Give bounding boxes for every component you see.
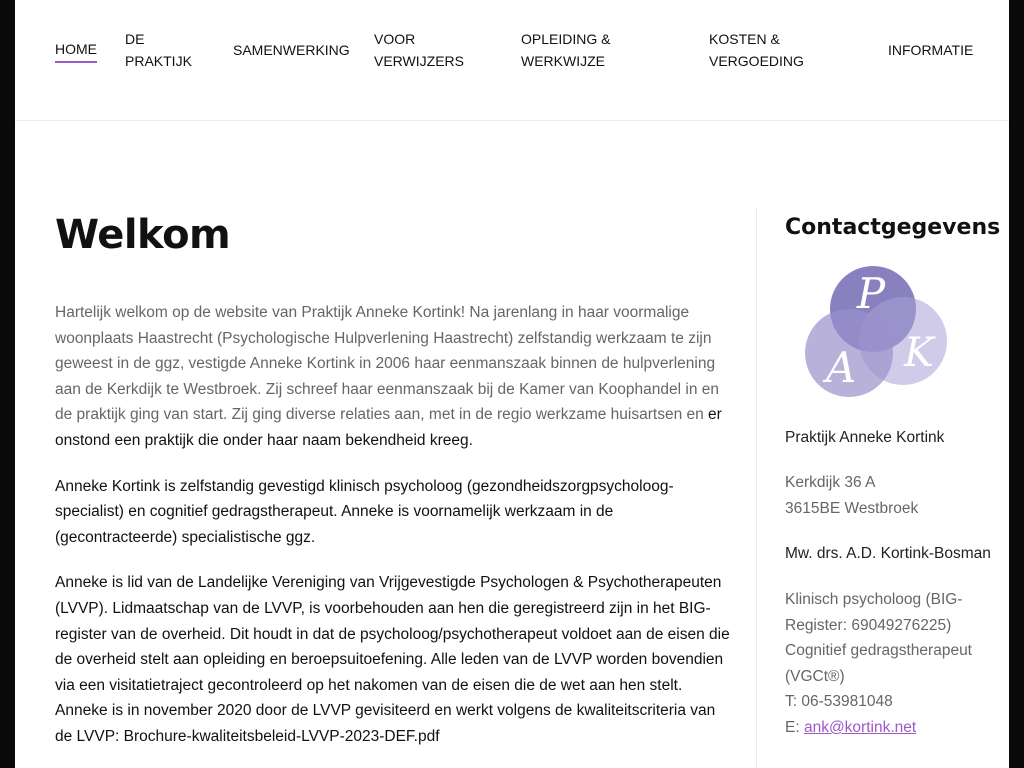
- credential-therapist: Cognitief gedragstherapeut (VGCt®): [785, 642, 972, 685]
- credentials: [785, 587, 1009, 741]
- nav-voor-verwijzers-label: VOOR VERWIJZERS: [374, 31, 464, 69]
- intro-text-dark: er onstond een praktijk die onder haar naam bekendheid kreeg.: [55, 406, 722, 449]
- nav-opleiding-werkwijze-label: OPLEIDING & WERKWIJZE: [521, 31, 611, 69]
- nav-home-label: HOME: [55, 38, 97, 63]
- qualification-paragraph: Anneke Kortink is zelfstandig gevestigd klinisch psycholoog (gezondheidszorgpsycholoog-specialist) en cognitief gedragstherapeut. Anneke is voornamelijk werkzaam in de (gecontracteerde) specialistische ggz.: [55, 477, 674, 546]
- person-name: Mw. drs. A.D. Kortink-Bosman: [785, 545, 991, 563]
- logo-letter-a: A: [825, 343, 857, 392]
- nav-kosten-vergoeding-label: KOSTEN & VERGOEDING: [709, 31, 804, 69]
- address-line-2: 3615BE Westbroek: [785, 499, 919, 517]
- contact-sidebar: [785, 210, 1009, 761]
- nav-kosten-vergoeding[interactable]: [709, 0, 824, 100]
- nav-home[interactable]: [55, 0, 117, 100]
- page: [15, 0, 1009, 768]
- practice-name: Praktijk Anneke Kortink: [785, 428, 945, 446]
- practice-logo: [805, 266, 950, 398]
- nav-informatie-label: INFORMATIE: [888, 42, 974, 58]
- logo-letter-k: K: [904, 330, 934, 376]
- nav-informatie[interactable]: [888, 0, 973, 100]
- intro-text-muted: Hartelijk welkom op de website van Praktijk Anneke Kortink! Na jarenlang in haar voormalige woonplaats Haastrecht (Psychologische Hulpverlening Haastrecht) zelfstandig werkzaam te zijn geweest in de ggz, vestigde Anneke Kortink in 2006 haar eenmanszaak binnen de hulpverlening aan de Kerkdijk te Westbroek. Zij schreef haar eenmanszaak bij de Kamer van Koophandel in en de praktijk ging van start. Zij ging diverse relaties aan, met in de regio werkzame huisartsen en: [55, 304, 720, 424]
- nav-samenwerking-label: SAMENWERKING: [233, 42, 350, 58]
- email-link[interactable]: ank@kortink.net: [803, 718, 917, 736]
- main-content: [55, 300, 735, 768]
- credential-psychologist: Klinisch psycholoog (BIG-Register: 69049276225): [785, 590, 963, 634]
- nav-samenwerking[interactable]: [233, 0, 363, 100]
- address-line-1: Kerkdijk 36 A: [785, 474, 876, 492]
- sidebar-title: Contactgegevens: [785, 215, 1001, 240]
- nav-voor-verwijzers[interactable]: [374, 0, 474, 100]
- page-title: Welkom: [55, 212, 231, 258]
- nav-opleiding-werkwijze[interactable]: [521, 0, 651, 100]
- lvvp-paragraph: Anneke is lid van de Landelijke Vereniging van Vrijgevestigde Psychologen & Psychotherapeuten (LVVP). Lidmaatschap van de LVVP, is voorbehouden aan hen die geregistreerd zijn in het BIG-register van de overheid. Dit houdt in dat de psycholoog/psychotherapeut voldoet aan de eisen die de overheid stelt aan opleiding en beroepsuitoefening. Alle leden van de LVVP worden bovendien via een visitatietraject gecontroleerd op het nakomen van de eisen die de wet aan hen stelt. Anneke is in november 2020 door de LVVP gevisiteerd en werkt volgens de kwaliteitscriteria van de LVVP: Brochure-kwaliteitsbeleid-LVVP-2023-DEF.pdf: [55, 574, 730, 745]
- sidebar-divider: [756, 208, 757, 768]
- email-prefix: E:: [785, 718, 804, 736]
- nav-de-praktijk-label: DE PRAKTIJK: [125, 31, 192, 69]
- phone-number: T: 06-53981048: [785, 693, 893, 711]
- logo-letter-p: P: [856, 269, 886, 318]
- intro-paragraph: [55, 300, 735, 454]
- address: [785, 470, 1009, 521]
- nav-de-praktijk[interactable]: [125, 0, 205, 100]
- site-header: [15, 0, 1009, 121]
